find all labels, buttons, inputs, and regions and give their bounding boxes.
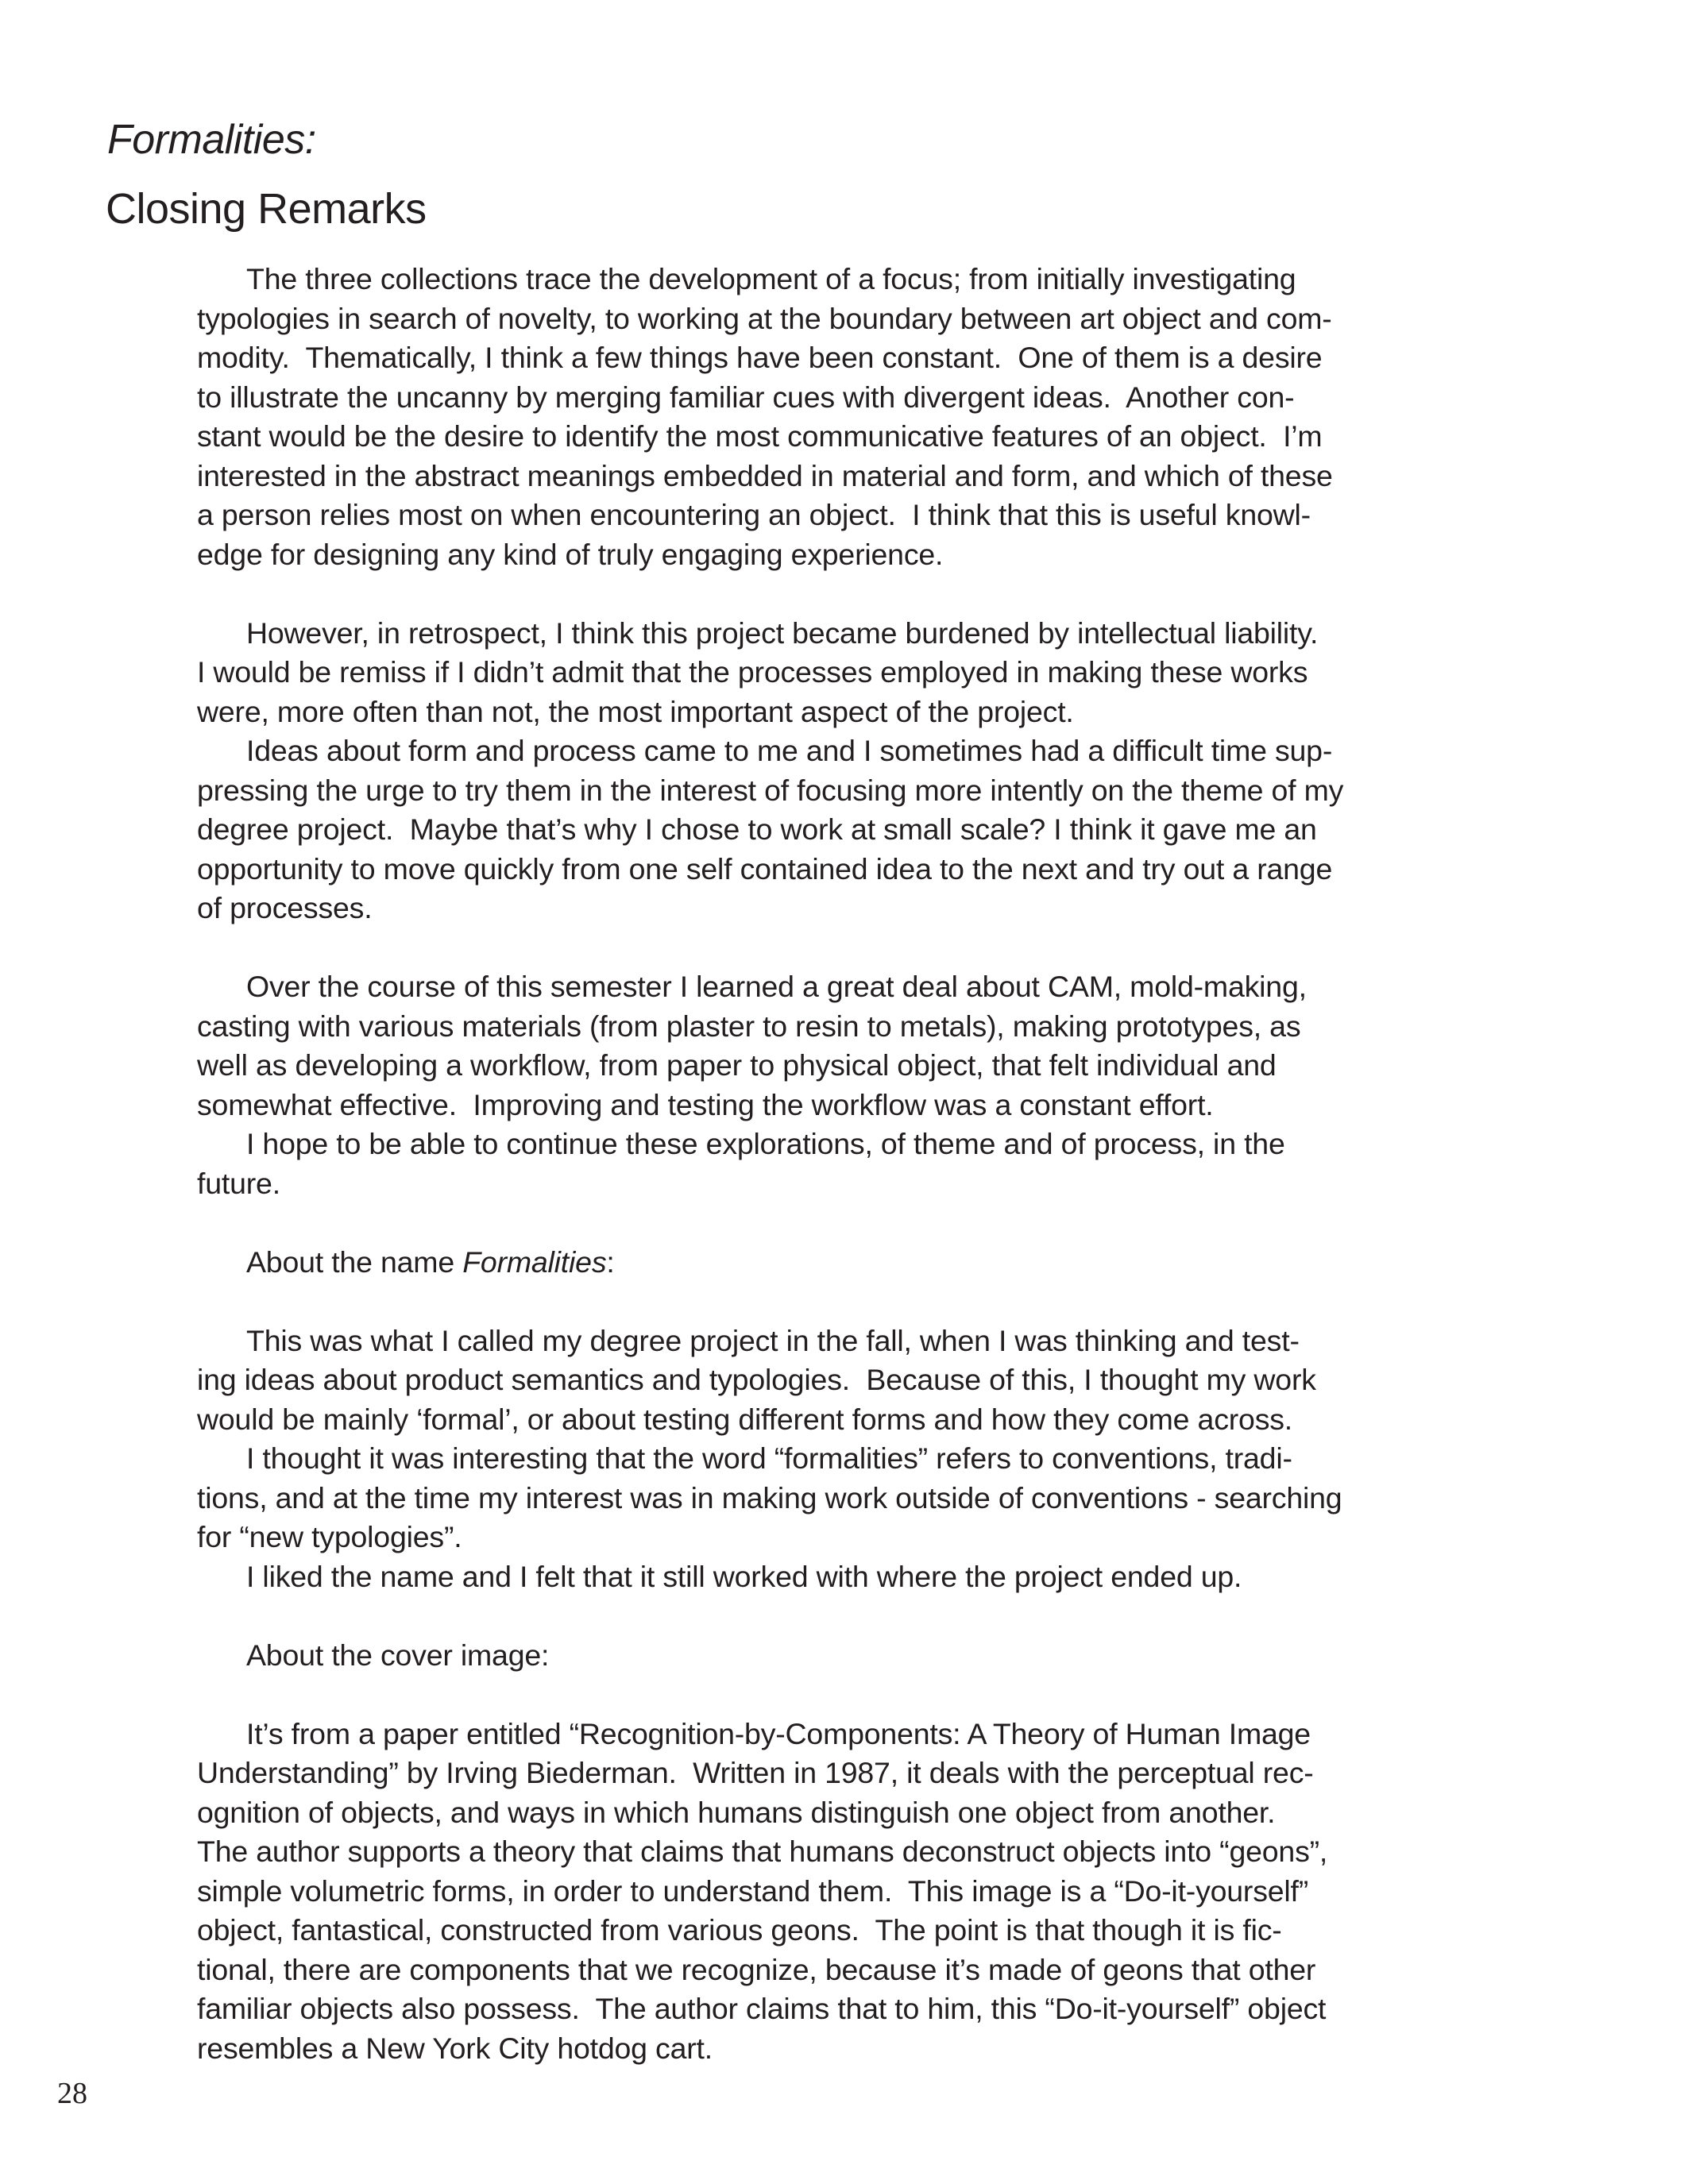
text-line-content: to illustrate the uncanny by merging familiar cues with divergent ideas. Another con-: [197, 380, 1295, 414]
text-line: [197, 771, 1516, 811]
text-line: [197, 850, 1516, 889]
text-line-content: About the cover image:: [246, 1638, 550, 1672]
text-line: [197, 1086, 1516, 1125]
text-line-content: I hope to be able to continue these explorations, of theme and of process, in the: [246, 1127, 1285, 1160]
text-line-content: degree project. Maybe that’s why I chose to work at small scale? I think it gave me an: [197, 812, 1317, 846]
text-line-content: I would be remiss if I didn’t admit that the processes employed in making these works: [197, 655, 1308, 689]
text-line-content: This was what I called my degree project in the fall, when I was thinking and test-: [246, 1323, 1300, 1357]
text-line: [197, 1518, 1516, 1557]
text-line-content: It’s from a paper entitled “Recognition-by-Components: A Theory of Human Image: [246, 1716, 1311, 1750]
text-line-content: future.: [197, 1166, 280, 1200]
text-line: [197, 338, 1516, 378]
text-line: [197, 299, 1516, 339]
text-line-suffix: :: [606, 1244, 615, 1279]
text-line-content: pressing the urge to try them in the interest of focusing more intently on the theme of my: [197, 773, 1344, 807]
text-line: [197, 1872, 1516, 1912]
text-line-content: tional, there are components that we recognize, because it’s made of geons that other: [197, 1952, 1316, 1986]
text-line-content: somewhat effective. Improving and testing the workflow was a constant effort.: [197, 1087, 1214, 1121]
text-line-content: stant would be the desire to identify the most communicative features of an object. I’m: [197, 419, 1323, 453]
text-line-content: of processes.: [197, 891, 373, 924]
text-line: [197, 1164, 1516, 1204]
text-line-content: Ideas about form and process came to me and I sometimes had a difficult time sup-: [246, 734, 1333, 767]
blank-line: [197, 1596, 1516, 1636]
text-line-content: Over the course of this semester I learned a great deal about CAM, mold-making,: [246, 970, 1307, 1003]
text-line: [197, 614, 1516, 654]
text-line-content: modity. Thematically, I think a few things have been constant. One of them is a desire: [197, 341, 1323, 374]
section-kicker: Formalities:: [107, 117, 316, 163]
text-line: [197, 810, 1516, 850]
page-number: 28: [57, 2077, 87, 2110]
text-line-content: The three collections trace the development of a focus; from initially investigating: [246, 262, 1296, 295]
blank-line: [197, 1203, 1516, 1243]
text-line-content: well as developing a workflow, from paper to physical object, that felt individual and: [197, 1048, 1277, 1082]
text-line: [197, 1636, 1516, 1676]
text-line-content: edge for designing any kind of truly engaging experience.: [197, 537, 944, 571]
text-line: [197, 1125, 1516, 1164]
blank-line: [197, 928, 1516, 968]
text-line: [197, 1832, 1516, 1872]
text-line-content: I thought it was interesting that the word “formalities” refers to conventions, tradi-: [246, 1441, 1292, 1475]
text-line: [197, 653, 1516, 693]
text-line: [197, 417, 1516, 457]
text-line-content: opportunity to move quickly from one self contained idea to the next and try out a range: [197, 851, 1333, 886]
blank-line: [197, 1675, 1516, 1715]
text-line: [197, 2029, 1516, 2069]
text-line-content: tions, and at the time my interest was in making work outside of conventions - searching: [197, 1480, 1342, 1515]
text-line: [197, 496, 1516, 535]
text-line: [197, 1479, 1516, 1518]
text-line: [197, 1989, 1516, 2029]
text-line-content: typologies in search of novelty, to working at the boundary between art object and com-: [197, 301, 1332, 335]
text-line: [197, 1715, 1516, 1754]
text-line-content: Understanding” by Irving Biederman. Written in 1987, it deals with the perceptual rec-: [197, 1756, 1314, 1789]
text-line: [197, 731, 1516, 771]
text-line-content: were, more often than not, the most important aspect of the project.: [197, 694, 1074, 728]
text-line: [197, 967, 1516, 1007]
text-line-content: About the name: [246, 1244, 463, 1279]
text-line: [197, 1793, 1516, 1833]
text-line: [197, 1322, 1516, 1361]
text-line-content: object, fantastical, constructed from various geons. The point is that though it is fic-: [197, 1913, 1282, 1947]
text-line: [197, 1951, 1516, 1990]
text-line: [197, 1243, 1516, 1283]
text-line-content: familiar objects also possess. The author claims that to him, this “Do-it-yourself” object: [197, 1992, 1327, 2025]
text-line: [197, 535, 1516, 575]
text-line-content: for “new typologies”.: [197, 1520, 462, 1553]
text-line: [197, 1046, 1516, 1086]
text-line-content: casting with various materials (from plaster to resin to metals), making prototypes, as: [197, 1009, 1301, 1043]
text-line-content: ing ideas about product semantics and typologies. Because of this, I thought my work: [197, 1363, 1316, 1396]
text-line: [197, 457, 1516, 496]
text-line-content: ognition of objects, and ways in which humans distinguish one object from another.: [197, 1795, 1276, 1829]
text-line: [197, 1754, 1516, 1793]
text-line: [197, 1400, 1516, 1440]
text-line: [197, 1360, 1516, 1400]
text-line: [197, 1911, 1516, 1951]
italic-title: Formalities: [462, 1244, 607, 1279]
page-title: Closing Remarks: [106, 185, 427, 233]
body-text: [197, 260, 1516, 2068]
text-line: [197, 889, 1516, 928]
text-line: [197, 1557, 1516, 1597]
blank-line: [197, 1282, 1516, 1322]
text-line: [197, 693, 1516, 732]
text-line: [197, 1007, 1516, 1047]
text-line-content: I liked the name and I felt that it still worked with where the project ended up.: [246, 1559, 1242, 1593]
text-line-content: a person relies most on when encountering an object. I think that this is useful knowl-: [197, 498, 1311, 531]
text-line: [197, 1439, 1516, 1479]
text-line: [197, 260, 1516, 299]
text-line: [197, 378, 1516, 418]
text-line-content: resembles a New York City hotdog cart.: [197, 2031, 713, 2065]
blank-line: [197, 574, 1516, 614]
text-line-content: However, in retrospect, I think this project became burdened by intellectual liability.: [246, 615, 1319, 650]
text-line-content: simple volumetric forms, in order to understand them. This image is a “Do-it-yourself”: [197, 1873, 1309, 1908]
text-line-content: would be mainly ‘formal’, or about testing different forms and how they come across.: [197, 1402, 1293, 1436]
text-line-content: The author supports a theory that claims that humans deconstruct objects into “geons”,: [197, 1835, 1328, 1868]
text-line-content: interested in the abstract meanings embedded in material and form, and which of these: [197, 458, 1333, 492]
